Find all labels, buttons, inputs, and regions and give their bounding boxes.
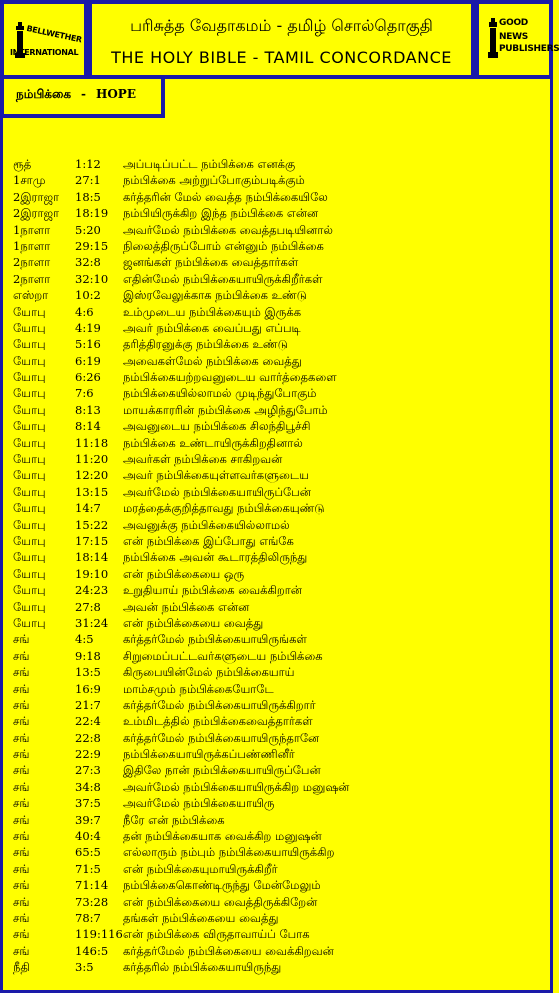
entry-text: அப்படிப்பட்ட நம்பிக்கை எனக்கு: [123, 157, 296, 171]
entry-book: சங்: [13, 910, 30, 925]
entry-reference: 3:5: [75, 960, 94, 975]
list-item: [13, 533, 543, 549]
entry-reference: 22:8: [75, 730, 101, 745]
entry-text: அவனுடைய நம்பிக்கை சிலந்திபூச்சி: [123, 419, 311, 434]
entry-book: சங்: [13, 861, 30, 876]
entry-reference: 11:18: [75, 435, 109, 450]
list-item: [13, 844, 543, 860]
list-item: [13, 746, 543, 762]
entry-reference: 1:12: [75, 157, 101, 171]
list-item: [13, 631, 543, 647]
list-item: [13, 238, 543, 254]
entry-text: இதிலே நான் நம்பிக்கையாயிருப்பேன்: [123, 763, 321, 778]
good-news-logo-line2: PUBLISHERS: [499, 44, 559, 54]
entry-reference: 4:6: [75, 304, 94, 319]
entry-book: சங்: [13, 714, 30, 729]
entry-reference: 29:15: [75, 238, 109, 253]
entry-text: சிறுமைப்பட்டவர்களுடைய நம்பிக்கை: [123, 648, 323, 663]
entry-book: 2இராஜா: [13, 189, 60, 204]
entry-book: யோபு: [13, 533, 46, 548]
entry-reference: 37:5: [75, 796, 101, 811]
list-item: [13, 762, 543, 778]
entry-text: ஜனங்கள் நம்பிக்கை வைத்தார்கள்: [123, 255, 299, 270]
entry-text: அவன் நம்பிக்கை என்ன: [123, 599, 250, 614]
entry-text: உம்முடைய நம்பிக்கையும் இருக்க: [123, 304, 302, 319]
entry-text: என் நம்பிக்கையை வைத்திருக்கிறேன்: [123, 894, 318, 909]
entry-text: என் நம்பிக்கையுமாயிருக்கிறீர்: [123, 861, 278, 876]
entry-book: ரூத்: [13, 157, 32, 171]
entry-text: எல்லாரும் நம்பும் நம்பிக்கையாயிருக்கிற: [123, 845, 335, 860]
list-item: [13, 156, 543, 172]
entry-text: அவர்கள் நம்பிக்கை சாகிறவன்: [123, 452, 283, 467]
entry-text: அவர் நம்பிக்கையுள்ளவர்களுடைய: [123, 468, 309, 483]
entry-text: தன் நம்பிக்கையாக வைக்கிற மனுஷன்: [123, 829, 322, 844]
entry-book: யோபு: [13, 320, 46, 335]
list-item: [13, 549, 543, 565]
entry-book: சங்: [13, 763, 30, 778]
list-item: [13, 812, 543, 828]
entry-reference: 31:24: [75, 615, 109, 630]
entry-reference: 65:5: [75, 845, 101, 860]
entry-book: யோபு: [13, 402, 46, 417]
entry-reference: 71:14: [75, 878, 109, 893]
list-item: [13, 959, 543, 975]
entry-text: உறுதியாய் நம்பிக்கை வைக்கிறான்: [123, 583, 302, 598]
list-item: [13, 648, 543, 664]
entry-reference: 17:15: [75, 533, 109, 548]
entry-book: யோபு: [13, 468, 46, 483]
entry-book: 2நாளா: [13, 271, 51, 286]
list-item: [13, 172, 543, 188]
list-item: [13, 353, 543, 369]
entry-reference: 22:9: [75, 747, 101, 762]
entry-reference: 16:9: [75, 681, 101, 696]
entry-text: கிருபையின்மேல் நம்பிக்கையாய்: [123, 665, 295, 680]
list-item: [13, 320, 543, 336]
entry-book: சங்: [13, 747, 30, 762]
list-item: [13, 910, 543, 926]
entry-book: நீதி: [13, 960, 30, 975]
entry-book: 2நாளா: [13, 255, 51, 270]
entry-text: அவர்மேல் நம்பிக்கை வைத்தபடியினால்: [123, 222, 333, 237]
entry-book: யோபு: [13, 566, 46, 581]
topic-tamil: நம்பிக்கை: [16, 87, 72, 101]
list-item: [13, 435, 543, 451]
entry-text: அவர்மேல் நம்பிக்கையாயிருப்பேன்: [123, 484, 311, 499]
entry-reference: 13:5: [75, 665, 101, 680]
list-item: [13, 779, 543, 795]
entry-book: யோபு: [13, 550, 46, 565]
list-item: [13, 222, 543, 238]
entry-reference: 18:19: [75, 206, 109, 221]
list-item: [13, 304, 543, 320]
title-english: THE HOLY BIBLE - TAMIL CONCORDANCE: [111, 48, 452, 67]
entry-text: நிலைத்திருப்போம் என்னும் நம்பிக்கை: [123, 238, 324, 253]
list-item: [13, 451, 543, 467]
entry-book: சங்: [13, 894, 30, 909]
entry-book: சங்: [13, 681, 30, 696]
entry-book: சங்: [13, 730, 30, 745]
entry-book: யோபு: [13, 386, 46, 401]
entry-reference: 18:14: [75, 550, 109, 565]
entry-reference: 34:8: [75, 779, 101, 794]
entry-reference: 78:7: [75, 910, 101, 925]
good-news-logo-icon: [487, 18, 499, 62]
entry-reference: 8:13: [75, 402, 101, 417]
list-item: [13, 336, 543, 352]
entry-reference: 13:15: [75, 484, 109, 499]
entry-text: நம்பிக்கை உண்டாயிருக்கிறதினால்: [123, 435, 303, 450]
entry-book: எஸ்றா: [13, 288, 49, 303]
entry-text: என் நம்பிக்கை இப்போது எங்கே: [123, 533, 294, 548]
list-item: [13, 484, 543, 500]
entry-reference: 5:20: [75, 222, 101, 237]
entry-text: கர்த்தரில் நம்பிக்கையாயிருந்து: [123, 960, 282, 975]
entry-reference: 6:26: [75, 370, 101, 385]
list-item: [13, 517, 543, 533]
entry-book: யோபு: [13, 583, 46, 598]
entry-reference: 39:7: [75, 812, 101, 827]
entry-book: யோபு: [13, 353, 46, 368]
entry-text: மாயக்காரரின் நம்பிக்கை அழிந்துபோம்: [123, 402, 328, 417]
list-item: [13, 566, 543, 582]
entry-reference: 24:23: [75, 583, 109, 598]
list-item: [13, 730, 543, 746]
entry-reference: 22:4: [75, 714, 101, 729]
entry-reference: 73:28: [75, 894, 109, 909]
entry-reference: 27:3: [75, 763, 101, 778]
list-item: [13, 615, 543, 631]
entry-reference: 8:14: [75, 419, 101, 434]
entry-text: நம்பிக்கை அவன் கூடாரத்திலிருந்து: [123, 550, 308, 565]
list-item: [13, 894, 543, 910]
entry-book: சங்: [13, 927, 30, 942]
entry-book: யோபு: [13, 517, 46, 532]
entry-reference: 19:10: [75, 566, 109, 581]
entry-book: யோபு: [13, 337, 46, 352]
entry-reference: 4:5: [75, 632, 94, 647]
entry-text: அவர்மேல் நம்பிக்கையாயிருக்கிற மனுஷன்: [123, 779, 350, 794]
entry-reference: 40:4: [75, 829, 101, 844]
entry-reference: 32:10: [75, 271, 109, 286]
list-item: [13, 681, 543, 697]
entry-text: நம்பியிருக்கிற இந்த நம்பிக்கை என்ன: [123, 206, 319, 221]
list-item: [13, 402, 543, 418]
entry-text: அவர் நம்பிக்கை வைப்பது எப்படி: [123, 320, 301, 335]
topic-heading: [16, 87, 136, 103]
list-item: [13, 926, 543, 942]
entry-book: சங்: [13, 779, 30, 794]
entry-text: நம்பிக்கை அற்றுப்போகும்படிக்கும்: [123, 173, 305, 188]
list-item: [13, 385, 543, 401]
entry-text: இஸ்ரவேலுக்காக நம்பிக்கை உண்டு: [123, 288, 307, 303]
entry-text: அவனுக்கு நம்பிக்கையில்லாமல்: [123, 517, 290, 532]
entry-text: உம்மிடத்தில் நம்பிக்கைவைத்தார்கள்: [123, 714, 313, 729]
list-item: [13, 664, 543, 680]
topic-box: [0, 79, 165, 118]
entry-reference: 21:7: [75, 697, 101, 712]
entry-reference: 119:116: [75, 927, 123, 942]
good-news-logo-line1: GOOD NEWS: [499, 18, 528, 42]
entry-book: 2இராஜா: [13, 206, 60, 221]
list-item: [13, 500, 543, 516]
list-item: [13, 877, 543, 893]
entry-text: அவர்மேல் நம்பிக்கையாயிரு: [123, 796, 275, 811]
good-news-logo-box: [475, 0, 559, 79]
entry-text: தரித்திரனுக்கு நம்பிக்கை உண்டு: [123, 337, 288, 352]
entry-reference: 15:22: [75, 517, 109, 532]
entry-text: நம்பிக்கைகொண்டிருந்து மேன்மேலும்: [123, 878, 321, 893]
entry-book: சங்: [13, 943, 30, 958]
list-item: [13, 828, 543, 844]
entry-text: கர்த்தர்மேல் நம்பிக்கையை வைக்கிறவன்: [123, 943, 334, 958]
entry-book: யோபு: [13, 419, 46, 434]
entry-text: கர்த்தர்மேல் நம்பிக்கையாயிருந்தானே: [123, 730, 320, 745]
bellwether-logo-box: [0, 0, 88, 79]
entry-book: யோபு: [13, 615, 46, 630]
entry-book: சங்: [13, 845, 30, 860]
entry-reference: 9:18: [75, 648, 101, 663]
entry-reference: 4:19: [75, 320, 101, 335]
concordance-list: [13, 156, 543, 976]
list-item: [13, 467, 543, 483]
title-tamil: பரிசுத்த வேதாகமம் - தமிழ் சொல்தொகுதி: [130, 16, 433, 35]
entry-reference: 6:19: [75, 353, 101, 368]
entry-text: மாம்சமும் நம்பிக்கையோடே: [123, 681, 274, 696]
entry-book: சங்: [13, 632, 30, 647]
entry-reference: 32:8: [75, 255, 101, 270]
entry-text: கர்த்தர்மேல் நம்பிக்கையாயிருங்கள்: [123, 632, 307, 647]
entry-reference: 146:5: [75, 943, 109, 958]
list-item: [13, 287, 543, 303]
list-item: [13, 418, 543, 434]
list-item: [13, 582, 543, 598]
entry-reference: 27:8: [75, 599, 101, 614]
entry-book: யோபு: [13, 452, 46, 467]
list-item: [13, 271, 543, 287]
topic-separator: -: [81, 87, 86, 101]
entry-reference: 18:5: [75, 189, 101, 204]
entry-text: என் நம்பிக்கையை ஒரு: [123, 566, 245, 581]
title-box: [88, 0, 475, 79]
list-item: [13, 205, 543, 221]
entry-book: யோபு: [13, 501, 46, 516]
entry-text: மரத்தைக்குறித்தாவது நம்பிக்கையுண்டு: [123, 501, 325, 516]
entry-text: நம்பிக்கையாயிருக்கப்பண்ணினீர்: [123, 747, 295, 762]
entry-reference: 27:1: [75, 173, 101, 188]
entry-reference: 14:7: [75, 501, 101, 516]
entry-reference: 71:5: [75, 861, 101, 876]
entry-text: கர்த்தரின் மேல் வைத்த நம்பிக்கையிலே: [123, 189, 328, 204]
list-item: [13, 861, 543, 877]
topic-english: HOPE: [96, 87, 136, 101]
list-item: [13, 599, 543, 615]
entry-book: யோபு: [13, 599, 46, 614]
entry-book: சங்: [13, 648, 30, 663]
entry-book: யோபு: [13, 435, 46, 450]
entry-text: என் நம்பிக்கை விருதாவாய்ப் போக: [123, 927, 310, 942]
entry-book: சங்: [13, 796, 30, 811]
entry-text: நம்பிக்கையில்லாமல் முடிந்துபோகும்: [123, 386, 317, 401]
bellwether-logo-line1: BELLWETHER: [25, 23, 83, 45]
list-item: [13, 189, 543, 205]
list-item: [13, 943, 543, 959]
entry-reference: 5:16: [75, 337, 101, 352]
entry-book: சங்: [13, 697, 30, 712]
entry-book: 1நாளா: [13, 238, 51, 253]
entry-book: யோபு: [13, 304, 46, 319]
entry-reference: 12:20: [75, 468, 109, 483]
entry-book: சங்: [13, 665, 30, 680]
entry-text: நீரே என் நம்பிக்கை: [123, 812, 225, 827]
list-item: [13, 369, 543, 385]
list-item: [13, 713, 543, 729]
entry-reference: 11:20: [75, 452, 109, 467]
list-item: [13, 254, 543, 270]
entry-book: யோபு: [13, 484, 46, 499]
entry-book: யோபு: [13, 370, 46, 385]
entry-reference: 7:6: [75, 386, 94, 401]
bellwether-logo-line2: INTERNATIONAL: [10, 48, 79, 57]
entry-text: என் நம்பிக்கையை வைத்து: [123, 615, 264, 630]
entry-text: நம்பிக்கையற்றவனுடைய வார்த்தைகளை: [123, 370, 337, 385]
entry-book: 1சாமு: [13, 173, 46, 188]
entry-book: சங்: [13, 878, 30, 893]
entry-book: சங்: [13, 812, 30, 827]
entry-text: தங்கள் நம்பிக்கையை வைத்து: [123, 910, 279, 925]
list-item: [13, 795, 543, 811]
entry-book: சங்: [13, 829, 30, 844]
entry-text: அவைகள்மேல் நம்பிக்கை வைத்து: [123, 353, 302, 368]
entry-reference: 10:2: [75, 288, 101, 303]
entry-text: கர்த்தர்மேல் நம்பிக்கையாயிருக்கிறார்: [123, 697, 316, 712]
entry-book: 1நாளா: [13, 222, 51, 237]
list-item: [13, 697, 543, 713]
entry-text: எதின்மேல் நம்பிக்கையாயிருக்கிறீர்கள்: [123, 271, 323, 286]
